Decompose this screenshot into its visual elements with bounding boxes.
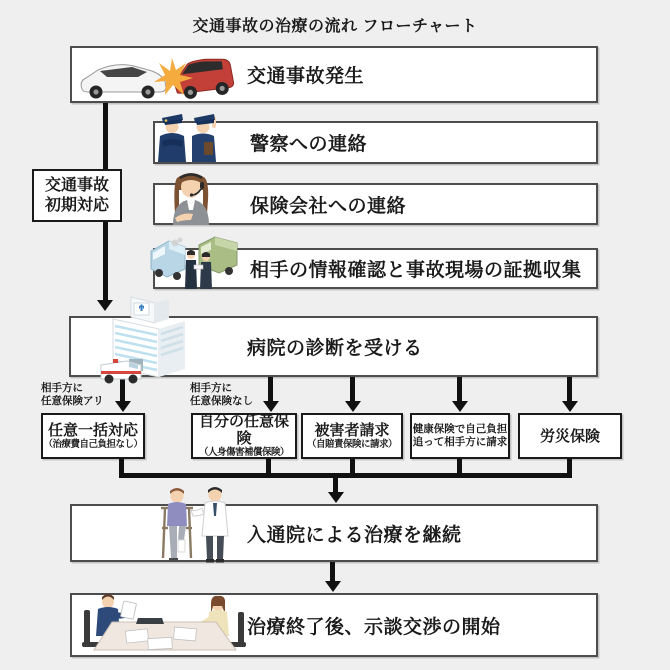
step-box-treatment [70, 504, 598, 562]
step-label: 相手の情報確認と事故現場の証拠収集 [250, 260, 582, 281]
branch-title: 被害者請求 [314, 421, 390, 439]
branch-box-victim-claim [301, 413, 403, 459]
branch-arrow-line [350, 377, 355, 401]
blue-van [151, 238, 185, 281]
meeting-table [94, 618, 236, 650]
patient [167, 488, 187, 562]
call-operator-icon [163, 170, 219, 225]
police-officers-icon [156, 108, 232, 164]
branch-box-workers-comp [518, 413, 622, 459]
phase-label-box [32, 169, 122, 222]
officer-pointing [192, 114, 216, 162]
step-label: 治療終了後、示談交渉の開始 [247, 616, 501, 638]
step-label: 保険会社への連絡 [250, 195, 407, 217]
step-label: 病院の診断を受ける [247, 338, 423, 359]
final-arrow-head [325, 581, 341, 592]
drivers-exchange-info-icon [149, 233, 239, 290]
branch-arrow-line [268, 377, 273, 401]
phase-label-line1: 交通事故 [44, 176, 109, 194]
branch-arrow-head [115, 401, 131, 412]
branch-arrow-line [457, 377, 462, 401]
branch-subtitle: （人身傷害補償保険） [198, 447, 289, 458]
branch-title: 自分の任意保険 [198, 413, 289, 447]
branch-arrow-head [263, 401, 279, 412]
condition-line1: 相手方に [41, 382, 83, 394]
car-crash-icon [76, 50, 236, 100]
branch-title: 任意一括対応 [47, 421, 138, 439]
white-car [81, 65, 166, 99]
branch-arrow-head [452, 401, 468, 412]
condition-line1: 相手方に [190, 382, 232, 394]
branch-box-lump-sum [41, 413, 145, 459]
condition-line2: 任意保険なし [190, 395, 253, 407]
doctor [191, 487, 228, 563]
settlement-meeting-icon [78, 592, 250, 655]
patient-and-doctor-icon [153, 486, 245, 563]
step-box-insurance-contact [153, 183, 598, 225]
converge-center-arrow-line [333, 476, 338, 492]
branch-arrow-head [562, 401, 578, 412]
branch-title: 労災保険 [539, 427, 600, 445]
step-label: 交通事故発生 [247, 66, 365, 87]
branch-subtitle: 追って相手方に請求 [412, 436, 508, 448]
officer-arms-crossed [158, 114, 186, 162]
converge-horizontal-line [119, 473, 572, 478]
converge-center-arrow-head [328, 492, 344, 503]
step-label: 入通院による治療を継続 [247, 524, 462, 546]
branch-subtitle: （治療費自己負担なし） [43, 438, 143, 450]
hospital-building-icon [93, 293, 205, 387]
branch-arrow-head [345, 401, 361, 412]
branch-box-health-insurance [410, 413, 510, 459]
page-title: 交通事故の治療の流れ フローチャート [192, 18, 478, 35]
phase-label-line2: 初期対応 [44, 196, 109, 214]
branch-box-own-insurance [191, 413, 297, 459]
final-arrow-line [330, 562, 335, 581]
condition-line2: 任意保険アリ [41, 395, 104, 407]
branch-title: 健康保険で自己負担 [412, 423, 508, 435]
step-label: 警察への連絡 [250, 134, 368, 155]
branch-arrow-line [567, 377, 572, 401]
branch-subtitle: （自賠責保険に請求） [306, 438, 397, 450]
